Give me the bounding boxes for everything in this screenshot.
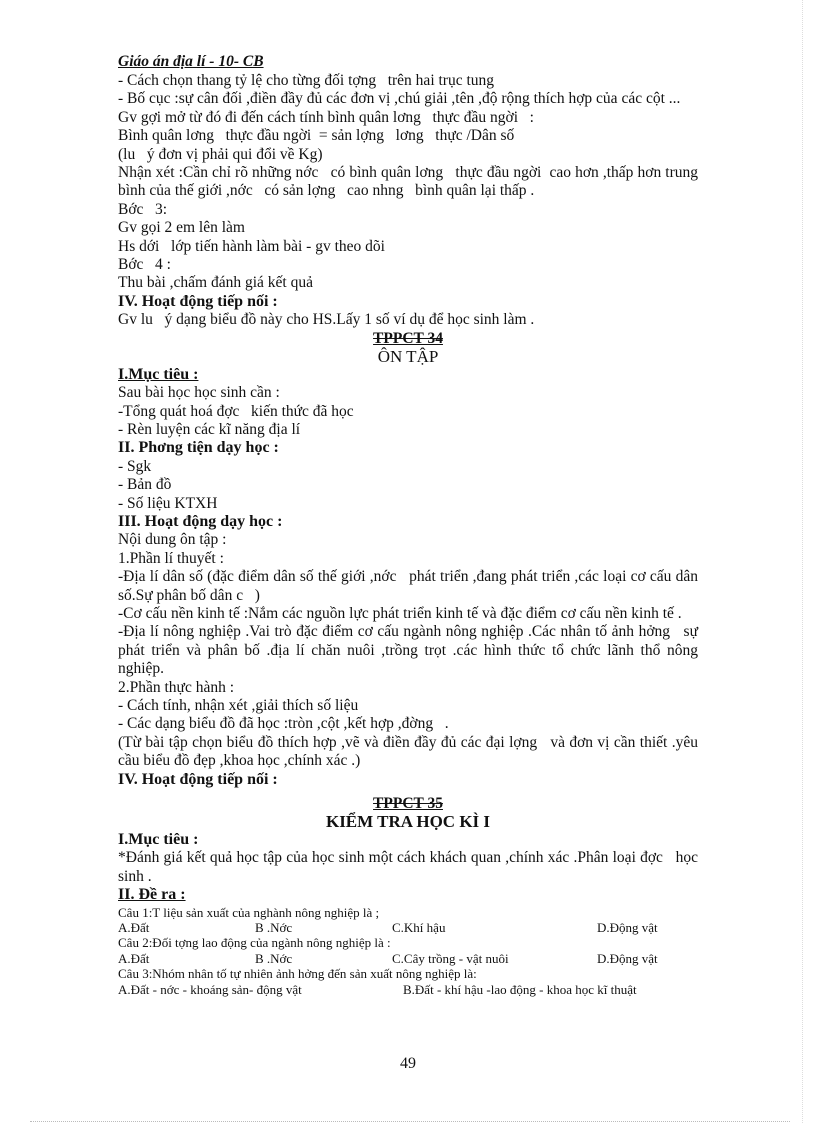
- lesson-title: KIỂM TRA HỌC KÌ I: [325, 812, 491, 832]
- text-line: (lu ý đơn vị phải qui đổi về Kg): [118, 145, 323, 163]
- page-border-right: [802, 0, 803, 1123]
- question: Câu 3:Nhóm nhân tố tự nhiên ảnh hởng đến sản xuất nông nghiệp là:: [118, 966, 477, 982]
- section-heading: I.Mục tiêu :: [118, 365, 199, 383]
- text-line: Hs dới lớp tiến hành làm bài - gv theo dõi: [118, 237, 385, 255]
- text-line: Bớc 3:: [118, 200, 168, 218]
- text-line: 2.Phần thực hành :: [118, 678, 235, 696]
- answer-option: A.Đất: [118, 920, 150, 936]
- question: Câu 2:Đối tợng lao động của ngành nông nghiệp là :: [118, 935, 391, 951]
- text-line: Sau bài học học sinh cần :: [118, 384, 280, 402]
- lesson-label: TPPCT 35: [373, 795, 443, 813]
- question: Câu 1:T liệu sản xuất của nghành nông nghiệp là ;: [118, 904, 380, 920]
- text-line: (Từ bài tập chọn biểu đồ thích hợp ,vẽ và điền đầy đủ các đại lợng và đơn vị cần thiết .yêu cầu biểu đồ đẹp ,khoa học ,chính xác .): [118, 733, 702, 770]
- text-line: - Cách chọn thang tỷ lệ cho từng đối tợng trên hai trục tung: [118, 72, 495, 89]
- page-number: 49: [400, 1055, 416, 1072]
- text-line: - Rèn luyện các kĩ năng địa lí: [118, 420, 301, 438]
- answer-option: A.Đất: [118, 950, 150, 966]
- text-line: - Cách tính, nhận xét ,giải thích số liệu: [118, 697, 359, 714]
- answer-option: D.Động vật: [597, 920, 658, 936]
- text-line: Thu bài ,chấm đánh giá kết quả: [118, 274, 313, 292]
- answer-option: B .Nớc: [255, 950, 293, 966]
- section-heading: IV. Hoạt động tiếp nối :: [118, 770, 278, 788]
- answer-option: C.Cây trồng - vật nuôi: [392, 950, 509, 966]
- section-heading: I.Mục tiêu :: [118, 831, 199, 849]
- text-line: - Bản đồ: [118, 476, 172, 494]
- running-header: Giáo án địa lí - 10- CB: [118, 53, 264, 70]
- text-line: Bớc 4 :: [118, 256, 171, 274]
- text-line: - Sgk: [118, 457, 152, 475]
- answer-option: B .Nớc: [255, 920, 293, 936]
- text-line: *Đánh giá kết quả học tập của học sinh một cách khách quan ,chính xác .Phân loại đợc học sinh .: [118, 849, 702, 885]
- section-heading: III. Hoạt động dạy học :: [118, 512, 283, 530]
- text-line: -Tổng quát hoá đợc kiến thức đã học: [118, 402, 354, 420]
- text-line: Bình quân lơng thực đầu ngời = sản lợng lơng thực /Dân số: [118, 127, 515, 145]
- lesson-title: ÔN TẬP: [377, 346, 439, 366]
- text-line: Gv gợi mở từ đó đi đến cách tính bình quân lơng thực đầu ngời :: [118, 108, 534, 126]
- text-line: Nhận xét :Cần chỉ rõ những nớc có bình quân lơng thực đầu ngời cao hơn ,thấp hơn trung bình của thế giới ,nớc có sản lợng cao nhng bình quân lại thấp .: [118, 164, 702, 200]
- text-line: -Địa lí nông nghiệp .Vai trò đặc điểm cơ cấu ngành nông nghiệp .Các nhân tố ảnh hởng sự phát triển và phân bố .địa lí chăn nuôi ,trồng trọt .các hình thức tổ chức lãnh thổ nông nghiệp.: [118, 623, 702, 678]
- lesson-label: TPPCT 34: [373, 329, 443, 347]
- text-line: 1.Phần lí thuyết :: [118, 549, 224, 567]
- section-heading: IV. Hoạt động tiếp nối :: [118, 292, 278, 310]
- answer-option: B.Đất - khí hậu -lao động - khoa học kĩ thuật: [403, 981, 637, 997]
- text-line: -Địa lí dân số (đặc điểm dân số thế giới ,nớc phát triển ,đang phát triển ,các loại cơ cấu dân số.Sự phân bố dân c ): [118, 568, 702, 604]
- answer-row: [118, 982, 698, 997]
- text-line: Nội dung ôn tập :: [118, 531, 227, 549]
- text-line: - Số liệu KTXH: [118, 494, 218, 512]
- text-line: -Cơ cấu nền kinh tế :Nắm các nguồn lực phát triển kinh tế và đặc điểm cơ cấu nền kinh tế .: [118, 604, 682, 622]
- section-heading: II. Đề ra :: [118, 886, 186, 904]
- answer-option: C.Khí hậu: [392, 920, 446, 936]
- text-line: - Bố cục :sự cân đối ,điền đầy đủ các đơn vị ,chú giải ,tên ,độ rộng thích hợp của các cột ...: [118, 90, 681, 108]
- text-line: - Các dạng biểu đồ đã học :tròn ,cột ,kết hợp ,đờng .: [118, 715, 449, 733]
- answer-option: D.Động vật: [597, 950, 658, 966]
- answer-row: [118, 951, 698, 966]
- text-line: Gv lu ý dạng biểu đồ này cho HS.Lấy 1 số ví dụ để học sinh làm .: [118, 311, 535, 329]
- answer-option: A.Đất - nớc - khoáng sản- động vật: [118, 981, 302, 997]
- answer-row: [118, 920, 698, 935]
- document-page: [118, 52, 702, 997]
- page-border-bottom: [30, 1121, 790, 1122]
- text-line: Gv gọi 2 em lên làm: [118, 219, 245, 237]
- section-heading: II. Phơng tiện dạy học :: [118, 439, 279, 457]
